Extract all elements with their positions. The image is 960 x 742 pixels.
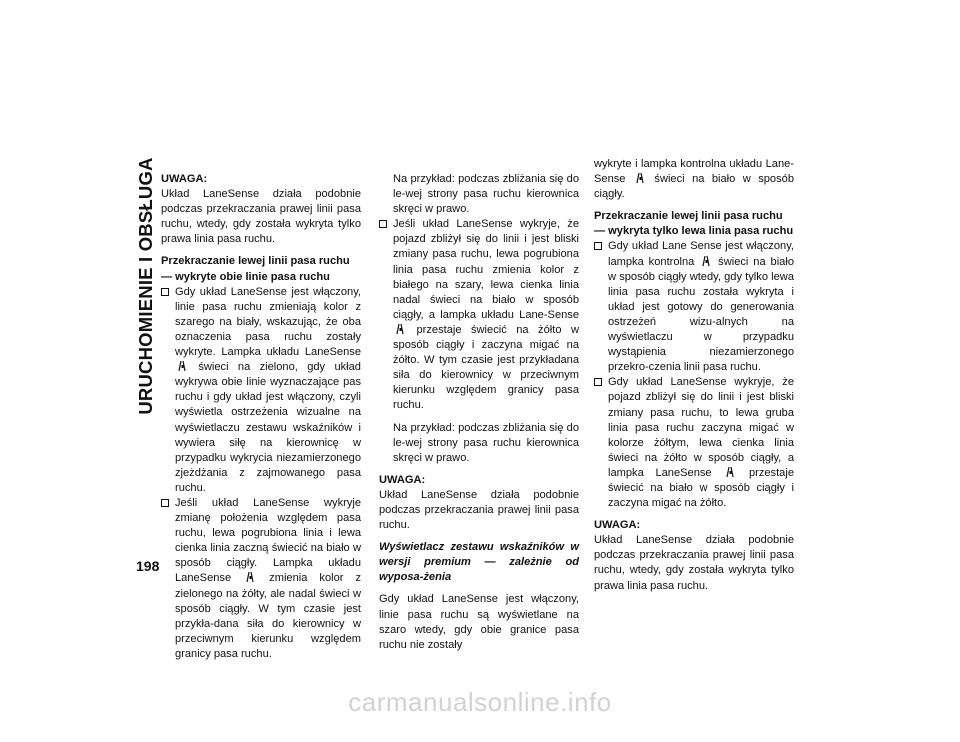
section-heading: Przekraczanie lewej linii pasa ruchu — wykryte obie linie pasa ruchu bbox=[161, 255, 350, 283]
list-item: Jeśli układ LaneSense wykryje, że pojazd zbliżył się do linii i jest bliski zmiany pasa ruchu, lewa pogrubiona linia pasa ruchu zmienia kolor z białego na szary, lewa cienka linia nadal świeci na biało w sposób ciągły, a lampka układu Lane-Sense przestaje świecić na żółto w sposób ciągły i zaczyna migać na żółto. W tym czasie jest przykładana siła do kierownicy w przeciwnym kierunku względem granicy pasa ruchu. bbox=[379, 217, 579, 413]
list-item: Gdy układ LaneSense jest włączony, linie pasa ruchu zmieniają kolor z szarego na biały, wskazując, że oba oznaczenia pasa ruchu zostały wykryte. Lampka układu LaneSense świeci na zielono, gdy układ wykrywa obie linie wyznaczające pas ruchu i gdy układ jest włączony, czyli wyświetla ostrzeżenia wizualne na wyświetlaczu zestawu wskaźników i wywiera siłę na kierownicę w przypadku wykrycia niezamierzonego zjeżdżania z zajmowanego pasa ruchu. bbox=[161, 285, 361, 496]
lanesense-indicator-icon bbox=[635, 172, 645, 184]
square-bullet-icon bbox=[594, 242, 602, 250]
lanesense-indicator-icon bbox=[245, 571, 255, 583]
square-bullet-icon bbox=[161, 499, 169, 507]
watermark: carmanualsonline.info bbox=[348, 687, 612, 717]
section-heading: Wyświetlacz zestawu wskaźników w wersji premium — zależnie od wyposa-żenia bbox=[379, 541, 579, 584]
column-3 bbox=[594, 157, 794, 594]
column-1 bbox=[161, 172, 361, 662]
lanesense-indicator-icon bbox=[725, 466, 735, 478]
note-text: Układ LaneSense działa podobnie podczas przekraczania prawej linii pasa ruchu, wtedy, gdy została wykryta tylko prawa linia pasa ruchu. bbox=[161, 188, 361, 246]
list-item: Gdy układ LaneSense wykryje, że pojazd zbliżył się do linii i jest bliski zmiany pasa ruchu, to lewa gruba linia pasa ruchu zaczyna migać w kolorze żółtym, lewa cienka linia świeci na żółto w sposób ciągły, a lampka LaneSense przestaje świecić na biało w sposób ciągły i zaczyna migać na żółto. bbox=[594, 375, 794, 511]
square-bullet-icon bbox=[379, 220, 387, 228]
note-title: UWAGA: bbox=[594, 519, 641, 532]
note-text: Układ LaneSense działa podobnie podczas przekraczania prawej linii pasa ruchu, wtedy, gdy została wykryta tylko prawa linia pasa ruchu. bbox=[594, 534, 794, 592]
example-text: Na przykład: podczas zbliżania się do le-wej strony pasa ruchu kierownica skręci w prawo. bbox=[393, 173, 579, 216]
lanesense-indicator-icon bbox=[395, 323, 405, 335]
section-heading: Przekraczanie lewej linii pasa ruchu — wykryta tylko lewa linia pasa ruchu bbox=[594, 210, 794, 238]
list-item: Gdy układ Lane Sense jest włączony, lampka kontrolna świeci na biało w sposób ciągły wtedy, gdy tylko lewa linia pasa ruchu została wykryta i układ jest gotowy do generowania ostrzeżeń wizu-alnych na wyświetlaczu w przypadku wystąpienia niezamierzonego przekro-czenia linii pasa ruchu. bbox=[594, 239, 794, 375]
section-side-title: URUCHOMIENIE I OBSŁUGA bbox=[135, 157, 156, 415]
list-item: Jeśli układ LaneSense wykryje zmianę położenia względem pasa ruchu, lewa pogrubiona linia i lewa cienka linia zaczną świecić na biało w sposób ciągły. Lampka układu LaneSense zmienia kolor z zielonego na żółty, ale nadal świeci w sposób ciągły. W tym czasie jest przykła-dana siła do kierownicy w przeciwnym kierunku względem granicy pasa ruchu. bbox=[161, 496, 361, 662]
lanesense-indicator-icon bbox=[177, 360, 187, 372]
note-text: Układ LaneSense działa podobnie podczas przekraczania prawej linii pasa ruchu. bbox=[379, 488, 579, 532]
example-text: Na przykład: podczas zbliżania się do le-wej strony pasa ruchu kierownica skręci w prawo. bbox=[393, 421, 579, 464]
lanesense-indicator-icon bbox=[701, 255, 711, 267]
square-bullet-icon bbox=[594, 378, 602, 386]
paragraph: Gdy układ LaneSense jest włączony, linie pasa ruchu są wyświetlane na szaro wtedy, gdy obie granice pasa ruchu nie zostały bbox=[379, 593, 579, 651]
note-title: UWAGA: bbox=[379, 473, 426, 486]
column-2 bbox=[379, 172, 579, 653]
paragraph: wykryte i lampka kontrolna układu Lane-Sense świeci na biało w sposób ciągły. bbox=[594, 158, 794, 201]
note-title: UWAGA: bbox=[161, 173, 208, 185]
square-bullet-icon bbox=[161, 288, 169, 296]
page-number: 198 bbox=[136, 558, 160, 574]
